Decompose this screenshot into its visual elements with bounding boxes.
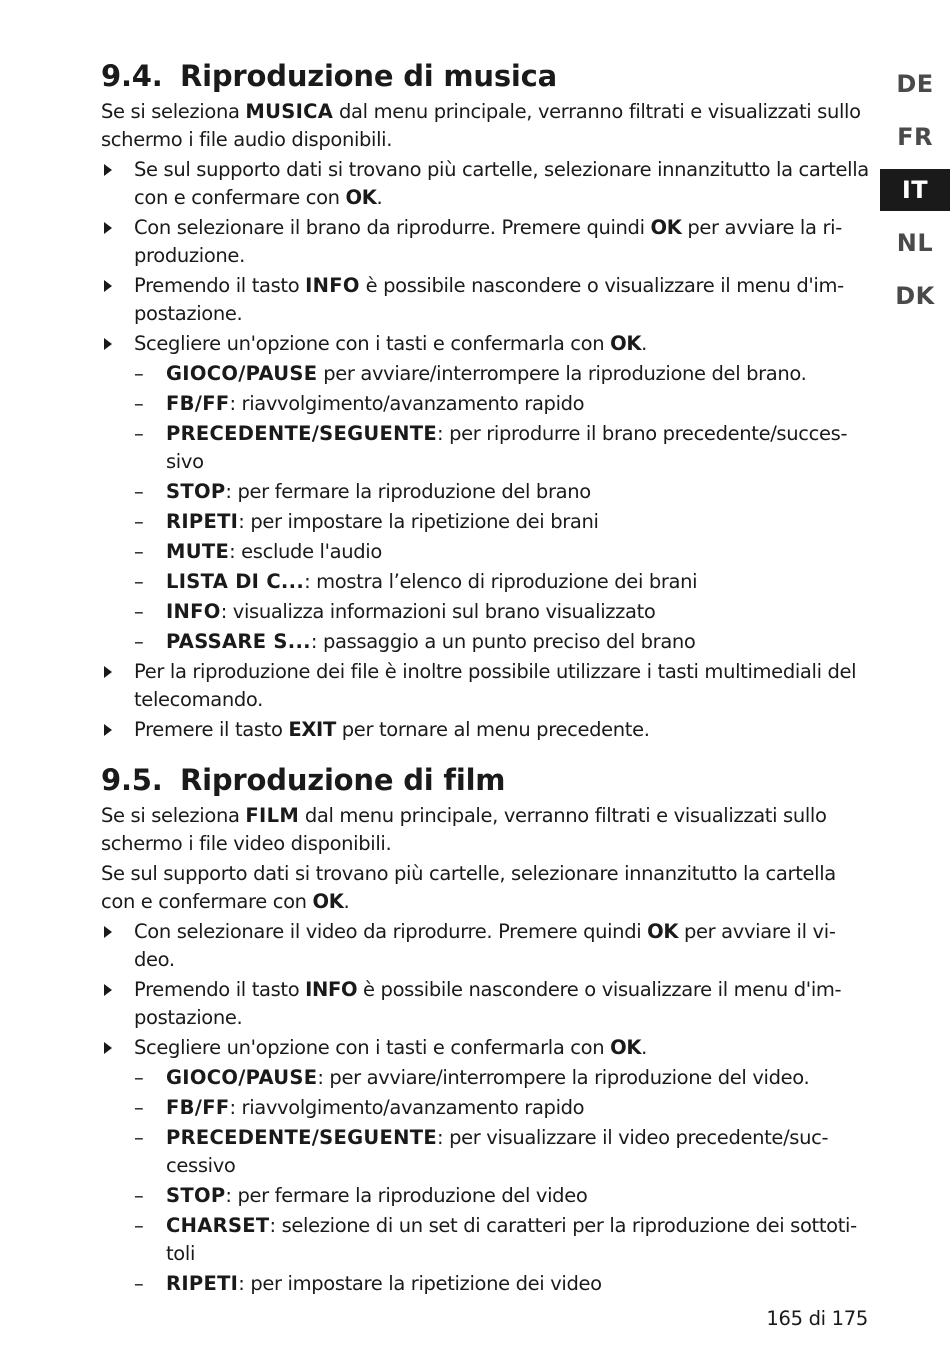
document-body	[101, 56, 869, 1300]
section-number: 9.5.	[101, 763, 163, 797]
option-item: – PASSARE S...: passaggio a un punto preciso del brano	[101, 628, 869, 656]
step-item: Premendo il tasto INFO è possibile nascondere o visualizzare il menu d'impostazione.	[101, 272, 869, 328]
option-item: – CHARSET: selezione di un set di caratteri per la riproduzione dei sottotitoli	[101, 1212, 869, 1268]
options-list	[101, 1064, 869, 1298]
steps-list	[101, 918, 869, 1062]
option-item: – LISTA DI C...: mostra l’elenco di riproduzione dei brani	[101, 568, 869, 596]
option-item: – RIPETI: per impostare la ripetizione dei brani	[101, 508, 869, 536]
option-item: – INFO: visualizza informazioni sul brano visualizzato	[101, 598, 869, 626]
language-tab-de: DE	[896, 70, 934, 98]
step-item: Se sul supporto dati si trovano più cartelle, selezionare innanzitutto la cartella con e confermare con OK.	[101, 156, 869, 212]
step-item: Con selezionare il brano da riprodurre. Premere quindi OK per avviare la riproduzione.	[101, 214, 869, 270]
step-item: Scegliere un'opzione con i tasti e confermarla con OK.	[101, 330, 869, 358]
option-item: – RIPETI: per impostare la ripetizione dei video	[101, 1270, 869, 1298]
option-item: – STOP: per fermare la riproduzione del video	[101, 1182, 869, 1210]
language-tab-it: IT	[880, 169, 950, 211]
option-item: – STOP: per fermare la riproduzione del brano	[101, 478, 869, 506]
page-number: 165 di 175	[766, 1307, 868, 1330]
option-item: – FB/FF: riavvolgimento/avanzamento rapido	[101, 390, 869, 418]
step-item: Premendo il tasto INFO è possibile nascondere o visualizzare il menu d'impostazione.	[101, 976, 869, 1032]
option-item: – MUTE: esclude l'audio	[101, 538, 869, 566]
option-item: – FB/FF: riavvolgimento/avanzamento rapido	[101, 1094, 869, 1122]
section-number: 9.4.	[101, 59, 163, 93]
step-item: Premere il tasto EXIT per tornare al menu precedente.	[101, 716, 869, 744]
intro-paragraph: Se sul supporto dati si trovano più cartelle, selezionare innanzitutto la cartella con e confermare con OK.	[101, 862, 836, 913]
intro-paragraph: Se si seleziona FILM dal menu principale, verranno filtrati e visualizzati sullo schermo i file video disponibili.	[101, 804, 827, 855]
step-item: Scegliere un'opzione con i tasti e confermarla con OK.	[101, 1034, 869, 1062]
section-heading-film	[101, 760, 869, 800]
language-tab-nl: NL	[896, 229, 934, 257]
option-item: – GIOCO/PAUSE per avviare/interrompere la riproduzione del brano.	[101, 360, 869, 388]
options-list	[101, 360, 869, 656]
language-tab-dk: DK	[895, 282, 935, 310]
steps-list	[101, 658, 869, 744]
section-title: Riproduzione di film	[180, 763, 506, 797]
option-item: – PRECEDENTE/SEGUENTE: per riprodurre il brano precedente/successivo	[101, 420, 869, 476]
intro-paragraph: Se si seleziona MUSICA dal menu principale, verranno filtrati e visualizzati sullo schermo i file audio disponibili.	[101, 100, 861, 151]
language-tab-fr: FR	[897, 123, 933, 151]
step-item: Con selezionare il video da riprodurre. Premere quindi OK per avviare il video.	[101, 918, 869, 974]
option-item: – PRECEDENTE/SEGUENTE: per visualizzare il video precedente/successivo	[101, 1124, 869, 1180]
section-title: Riproduzione di musica	[180, 59, 558, 93]
steps-list	[101, 156, 869, 358]
option-item: – GIOCO/PAUSE: per avviare/interrompere la riproduzione del video.	[101, 1064, 869, 1092]
step-item: Per la riproduzione dei file è inoltre possibile utilizzare i tasti multimediali del telecomando.	[101, 658, 869, 714]
section-heading-musica	[101, 56, 869, 96]
